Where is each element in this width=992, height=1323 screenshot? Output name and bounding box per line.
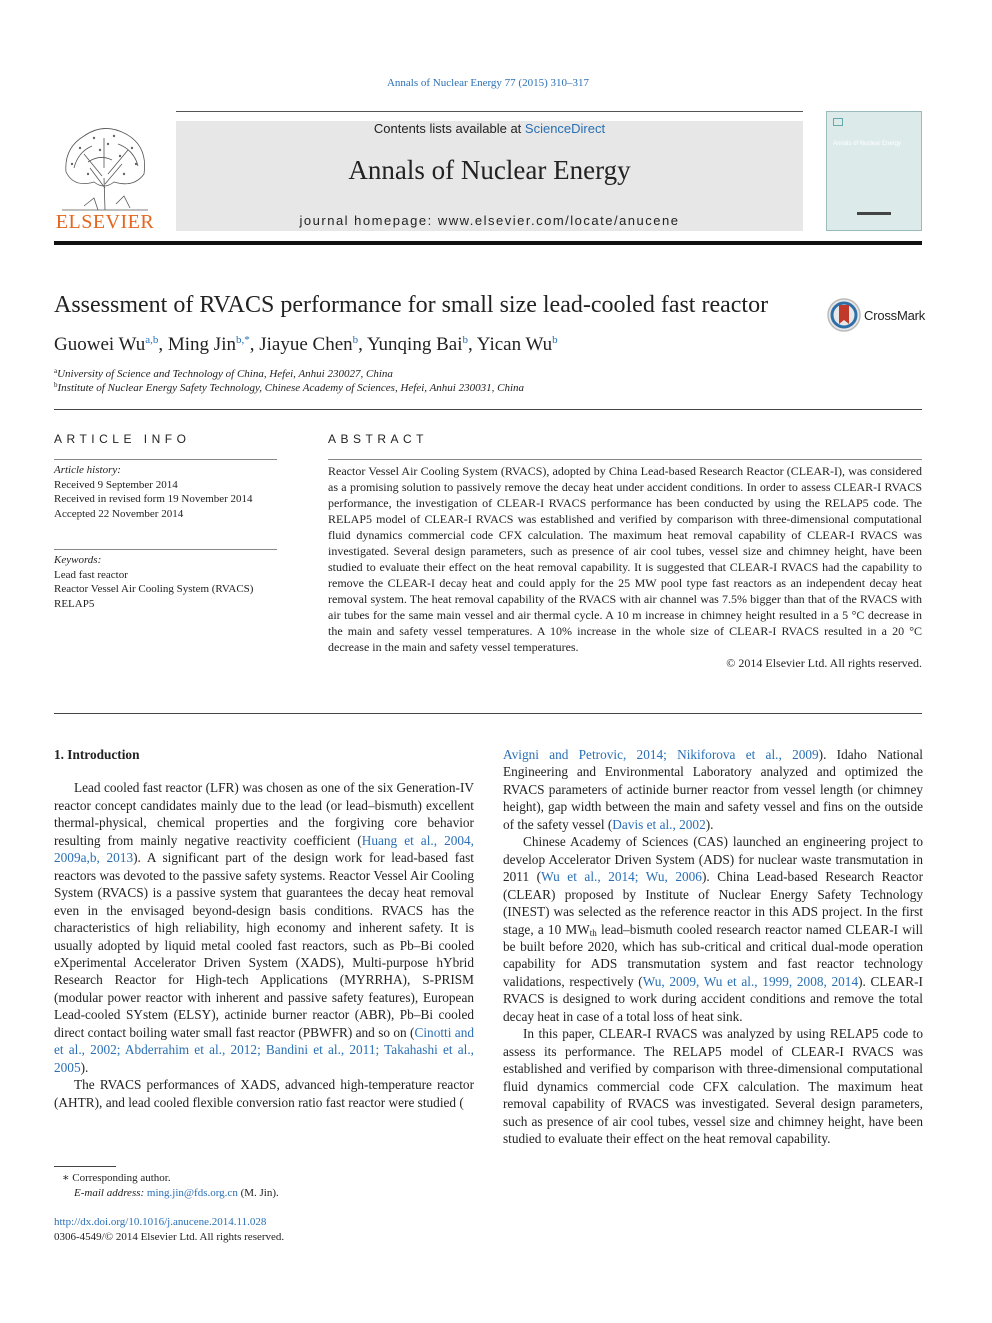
journal-name: Annals of Nuclear Energy: [348, 155, 631, 185]
paragraph-text: Lead cooled fast reactor (LFR) was chosen as one of the six Generation-IV reactor concept candidates mainly due to the lead (or lead–bismuth) excellent thermal-physical, chemical properties and the forgiving core behavior resulting from mainly negative reactivity coefficient (: [54, 780, 474, 848]
cover-logo-bar: [857, 212, 891, 215]
abstract-text: [328, 463, 922, 671]
abstract-copyright: © 2014 Elsevier Ltd. All rights reserved.: [726, 656, 922, 670]
journal-homepage[interactable]: journal homepage: www.elsevier.com/locate/anucene: [299, 213, 680, 228]
author-separator: ,: [249, 334, 260, 355]
affiliation-marker: a: [54, 367, 58, 375]
paragraph-continued: [503, 746, 923, 833]
keyword: Lead fast reactor: [54, 568, 128, 581]
elsevier-wordmark: ELSEVIER: [55, 211, 155, 233]
article-info-heading: ARTICLE INFO: [54, 432, 191, 446]
accepted-date: Accepted 22 November 2014: [54, 507, 184, 520]
email-link[interactable]: ming.jin@fds.org.cn: [146, 1187, 238, 1199]
journal-citation-link[interactable]: Annals of Nuclear Energy 77 (2015) 310–317: [386, 77, 590, 89]
article-info-rule: [54, 459, 277, 460]
issn-copyright: 0306-4549/© 2014 Elsevier Ltd. All rights reserved.: [54, 1231, 285, 1243]
author-affiliation-marker[interactable]: b: [552, 334, 558, 346]
citation-link[interactable]: Huang et al., 2004, 2009a,b, 2013: [54, 832, 474, 866]
paragraph-text: ). Idaho National Engineering and Environmental Laboratory analyzed and optimized the RVACS parameters of actinide burner reactor from vessel length (or chimney height), gap width between the main and safety vessel and fins on the outside of the safety vessel (: [503, 747, 924, 832]
author-affiliation-marker[interactable]: b: [462, 334, 468, 346]
citation-link[interactable]: Avigni and Petrovic, 2014; Nikiforova et al., 2009: [503, 747, 819, 762]
abstract-end-rule: [54, 713, 922, 714]
affiliation-a: [54, 367, 393, 380]
subscript: th: [589, 927, 597, 938]
author-separator: ,: [358, 334, 367, 355]
citation-link[interactable]: Wu et al., 2014; Wu, 2006: [541, 869, 702, 885]
corresponding-text: Corresponding author.: [72, 1172, 171, 1184]
header-thick-rule: [54, 241, 922, 245]
paragraph-text: lead–bismuth cooled research reactor named CLEAR-I will be built before 2020, which has sub-critical and critical dual-mode operation capability for ADS transmutation system and fast reactor technology validations, respectively (: [503, 921, 923, 989]
cover-title: Annals of Nuclear Energy: [833, 141, 902, 147]
author-name: Yunqing Bai: [366, 334, 463, 355]
affiliation-text: Institute of Nuclear Energy Safety Technology, Chinese Academy of Sciences, Hefei, Anhui 230031, China: [57, 382, 524, 394]
keywords-block: [54, 553, 253, 611]
title-block-rule: [54, 409, 922, 410]
citation-link[interactable]: Davis et al., 2002: [612, 816, 706, 832]
revised-date: Received in revised form 19 November 2014: [54, 493, 253, 505]
article-title: Assessment of RVACS performance for small size lead-cooled fast reactor: [54, 292, 769, 318]
section-heading: 1. Introduction: [54, 747, 140, 762]
author-name: Yican Wu: [476, 334, 553, 355]
abstract-rule: [328, 459, 922, 460]
keywords-rule: [54, 549, 277, 550]
email-suffix: (M. Jin).: [237, 1187, 279, 1199]
contents-prefix: Contents lists available at: [373, 121, 525, 136]
body-column-right: [503, 746, 923, 1147]
contents-line: [176, 121, 803, 136]
paragraph-text: ). China Lead-based Research Reactor (CLEAR) proposed by Institute of Nuclear Energy Safety Technology (INEST) was selected as the reference reactor in this ADS project. In the first stage, a 10 MW: [503, 869, 923, 937]
author-list: [54, 334, 558, 356]
author-name: Guowei Wu: [54, 334, 146, 355]
citation-link[interactable]: Wu, 2009, Wu et al., 1999, 2008, 2014: [642, 973, 859, 989]
affiliation-text: University of Science and Technology of China, Hefei, Anhui 230027, China: [57, 368, 393, 380]
keywords-label: Keywords:: [54, 554, 102, 566]
author-affiliation-marker[interactable]: a,b: [145, 334, 159, 346]
asterisk-marker: ∗: [62, 1172, 73, 1184]
history-label: Article history:: [54, 464, 121, 476]
paragraph: [54, 1076, 474, 1111]
cover-icon: [833, 118, 843, 126]
journal-cover-thumbnail: [826, 111, 922, 231]
author-affiliation-marker[interactable]: b,*: [235, 334, 250, 346]
email-note: [74, 1187, 279, 1199]
corresponding-author-note: [62, 1171, 171, 1184]
paragraph-text: ). CLEAR-I RVACS is designed to work during accident conditions and remove the total decay heat in case of a total loss of heat sink.: [503, 973, 923, 1024]
crossmark-icon[interactable]: [826, 297, 862, 333]
author-separator: ,: [467, 334, 477, 355]
received-date: Received 9 September 2014: [54, 478, 178, 491]
body-column-left: [54, 746, 474, 1111]
footnote-rule: [54, 1166, 116, 1167]
abstract-body: Reactor Vessel Air Cooling System (RVACS), adopted by China Lead-based Research Reactor (CLEAR-I), was considered as a promising solution to passively remove the decay heat under accident conditions. In order to assess CLEAR-I RVACS performance, the investigation of CLEAR-I RVACS performance has been conducted by using the RELAP5 code. The RELAP5 model of CLEAR-I RVACS was established and verified by comparison with three-dimensional computational fluid dynamics commercial code CFX calculation. The maximum heat removal capability of CLEAR-I RVACS was investigated. Several design parameters, such as presence of air cool tubes, vessel size and chimney height, have been studied to evaluate their effect on the heat removal capability. It is suggested that CLEAR-I RVACS had the capability to remove the CLEAR-I decay heat and could apply for the 25 MW pool type fast reactors as an independent decay heat removal system. The heat removal capability of the RVACS with air channel was 7.5% bigger than that of the RVACS with air tubes for the same main vessel and air thermal cycle. A 10 m increase in chimney height resulted in a 5 °C decrease in the main and safety vessel temperatures. A 10% increase in the whole size of CLEAR-I RVACS resulted in a 20 °C decrease in the main and safety vessel temperatures.: [328, 464, 922, 654]
paragraph: [54, 779, 474, 1076]
affiliation-b: [54, 381, 524, 394]
abstract-heading: ABSTRACT: [328, 432, 429, 446]
affiliation-marker: b: [54, 381, 58, 389]
author-separator: ,: [158, 334, 168, 355]
author-name: Jiayue Chen: [259, 334, 353, 355]
author-name: Ming Jin: [167, 334, 236, 355]
paragraph-text: ).: [705, 816, 714, 832]
paragraph: [503, 833, 923, 1025]
header-rule: [176, 111, 803, 112]
paragraph-text: The RVACS performances of XADS, advanced high-temperature reactor (AHTR), and lead cooled flexible conversion ratio fast reactor were studied (: [54, 1077, 474, 1110]
paragraph-text: ). A significant part of the design work for lead-based fast reactors was devoted to the passive safety systems. Reactor Vessel Air Cooling System (RVACS) is a passive system that guarantees the decay heat removal even in the envisaged beyond-design basis conditions. RVACS has the characteristics of high reliability, high economy and inherent safety. It is usually adopted by liquid metal cooled fast reactors, such as Pb–Bi cooled eXperimental Accelerator Driven System (XADS), Multi-purpose hYbrid Research Reactor for High-tech Applications (MYRRHA), S-PRISM (modular power reactor with inherent and passive safety features), European Lead-cooled SYstem (ELSY), actinide burner reactor (ABR), Pb–Bi cooled direct contact boiling water small fast reactor (PBWFR) and so on (: [54, 850, 474, 1040]
article-history: [54, 463, 253, 521]
sciencedirect-link[interactable]: ScienceDirect: [524, 121, 606, 136]
keyword: RELAP5: [54, 597, 95, 610]
keyword: Reactor Vessel Air Cooling System (RVACS): [54, 583, 254, 595]
citation-link[interactable]: Cinotti and et al., 2002; Abderrahim et al., 2012; Bandini et al., 2011; Takahashi et al., 2005: [54, 1024, 474, 1075]
paragraph-text: ).: [80, 1059, 89, 1075]
author-affiliation-marker[interactable]: b: [352, 334, 359, 346]
paragraph-text: Chinese Academy of Sciences (CAS) launched an engineering project to develop Accelerator Driven System (ADS) for nuclear waste transmutation in 2011 (: [503, 834, 923, 885]
email-label: E-mail address:: [74, 1187, 147, 1199]
doi-link[interactable]: http://dx.doi.org/10.1016/j.anucene.2014.11.028: [54, 1216, 267, 1228]
paragraph: In this paper, CLEAR-I RVACS was analyzed by using RELAP5 code to assess its performance. The RELAP5 model of CLEAR-I RVACS was established and verified by comparison with three-dimensional computational fluid dynamics commercial code CFX calculation. The maximum heat removal capability of RVACS was investigated. Several design parameters, such as presence of air cool tubes, vessel size and chimney height, have been studied to evaluate their effect on the heat removal capability.: [503, 1026, 923, 1146]
crossmark-label[interactable]: CrossMark: [864, 308, 926, 323]
